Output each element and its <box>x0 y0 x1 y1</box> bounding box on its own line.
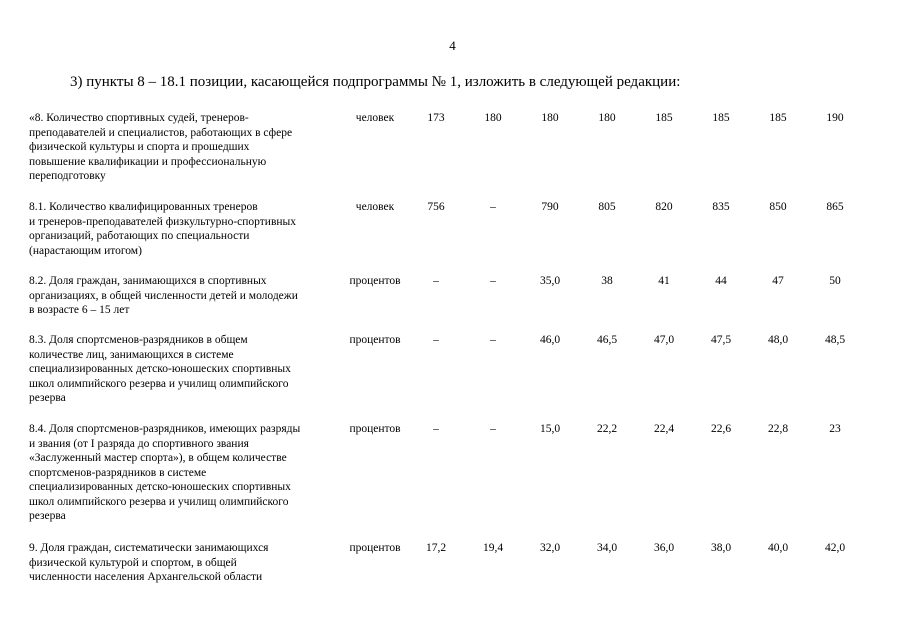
row-value: – <box>490 275 496 287</box>
row-name: 8.3. Доля спортсменов-разрядников в общем количестве лиц, занимающихся в системе специализированных детско-юношеских спортивных школ олимпийского резерва и училищ олимпийского резерва <box>29 334 291 404</box>
row-value: 180 <box>598 112 616 124</box>
row-name: 9. Доля граждан, систематически занимающихся физической культурой и спортом, в общей численности населения Архангельской области <box>29 542 269 583</box>
row-unit: человек <box>355 201 395 213</box>
row-value: 40,0 <box>767 542 789 554</box>
row-value: 190 <box>826 112 844 124</box>
row-value: – <box>490 334 496 346</box>
row-value: 15,0 <box>539 423 561 435</box>
row-value: 865 <box>826 201 844 213</box>
row-value: 22,2 <box>596 423 618 435</box>
row-value: 17,2 <box>425 542 447 554</box>
row-value: 185 <box>769 112 787 124</box>
row-value: – <box>490 423 496 435</box>
row-value: 35,0 <box>539 275 561 287</box>
row-value: 47,5 <box>710 334 732 346</box>
row-value: 22,6 <box>710 423 732 435</box>
row-value: 48,5 <box>824 334 846 346</box>
row-value: 48,0 <box>767 334 789 346</box>
row-value: 34,0 <box>596 542 618 554</box>
row-value: 44 <box>715 275 727 287</box>
row-value: 42,0 <box>824 542 846 554</box>
row-value: 23 <box>829 423 841 435</box>
row-value: 36,0 <box>653 542 675 554</box>
row-value: 805 <box>598 201 616 213</box>
row-value: – <box>433 423 439 435</box>
row-value: 835 <box>712 201 730 213</box>
row-name: «8. Количество спортивных судей, тренеров- преподавателей и специалистов, работающих в сфере физической культуры и спорта и прошедших повышение квалификации и профессиональную переподготовку <box>29 112 293 182</box>
row-value: 185 <box>655 112 673 124</box>
row-value: 38,0 <box>710 542 732 554</box>
row-value: – <box>490 201 496 213</box>
row-value: 47 <box>772 275 784 287</box>
row-value: 46,5 <box>596 334 618 346</box>
row-unit: процентов <box>349 275 401 287</box>
row-name: 8.2. Доля граждан, занимающихся в спортивных организациях, в общей численности детей и молодежи в возрасте 6 – 15 лет <box>29 275 298 316</box>
row-value: 22,4 <box>653 423 675 435</box>
row-value: 820 <box>655 201 673 213</box>
row-value: 22,8 <box>767 423 789 435</box>
row-unit: процентов <box>349 334 401 346</box>
row-value: 47,0 <box>653 334 675 346</box>
row-value: 790 <box>541 201 559 213</box>
row-value: 50 <box>829 275 841 287</box>
row-value: 38 <box>601 275 613 287</box>
row-value: 19,4 <box>482 542 504 554</box>
page-number: 4 <box>449 38 456 53</box>
row-value: – <box>433 275 439 287</box>
row-value: 180 <box>484 112 502 124</box>
row-value: 173 <box>427 112 445 124</box>
intro-paragraph: 3) пункты 8 – 18.1 позиции, касающейся подпрограммы № 1, изложить в следующей редакции: <box>70 74 681 90</box>
row-value: – <box>433 334 439 346</box>
row-name: 8.4. Доля спортсменов-разрядников, имеющих разряды и звания (от I разряда до спортивного звания «Заслуженный мастер спорта»), в общем количестве спортсменов-разрядников в системе специализированных детско-юношеских спортивных школ олимпийского резерва и училищ олимпийского резерва <box>29 423 301 522</box>
row-unit: процентов <box>349 542 401 554</box>
row-value: 32,0 <box>539 542 561 554</box>
row-value: 46,0 <box>539 334 561 346</box>
row-value: 185 <box>712 112 730 124</box>
row-value: 41 <box>658 275 670 287</box>
row-unit: человек <box>355 112 395 124</box>
row-value: 180 <box>541 112 559 124</box>
row-unit: процентов <box>349 423 401 435</box>
row-value: 850 <box>769 201 787 213</box>
row-name: 8.1. Количество квалифицированных тренеров и тренеров-преподавателей физкультурно-спортивных организаций, работающих по специальности (нарастающим итогом) <box>29 201 297 257</box>
row-value: 756 <box>427 201 445 213</box>
